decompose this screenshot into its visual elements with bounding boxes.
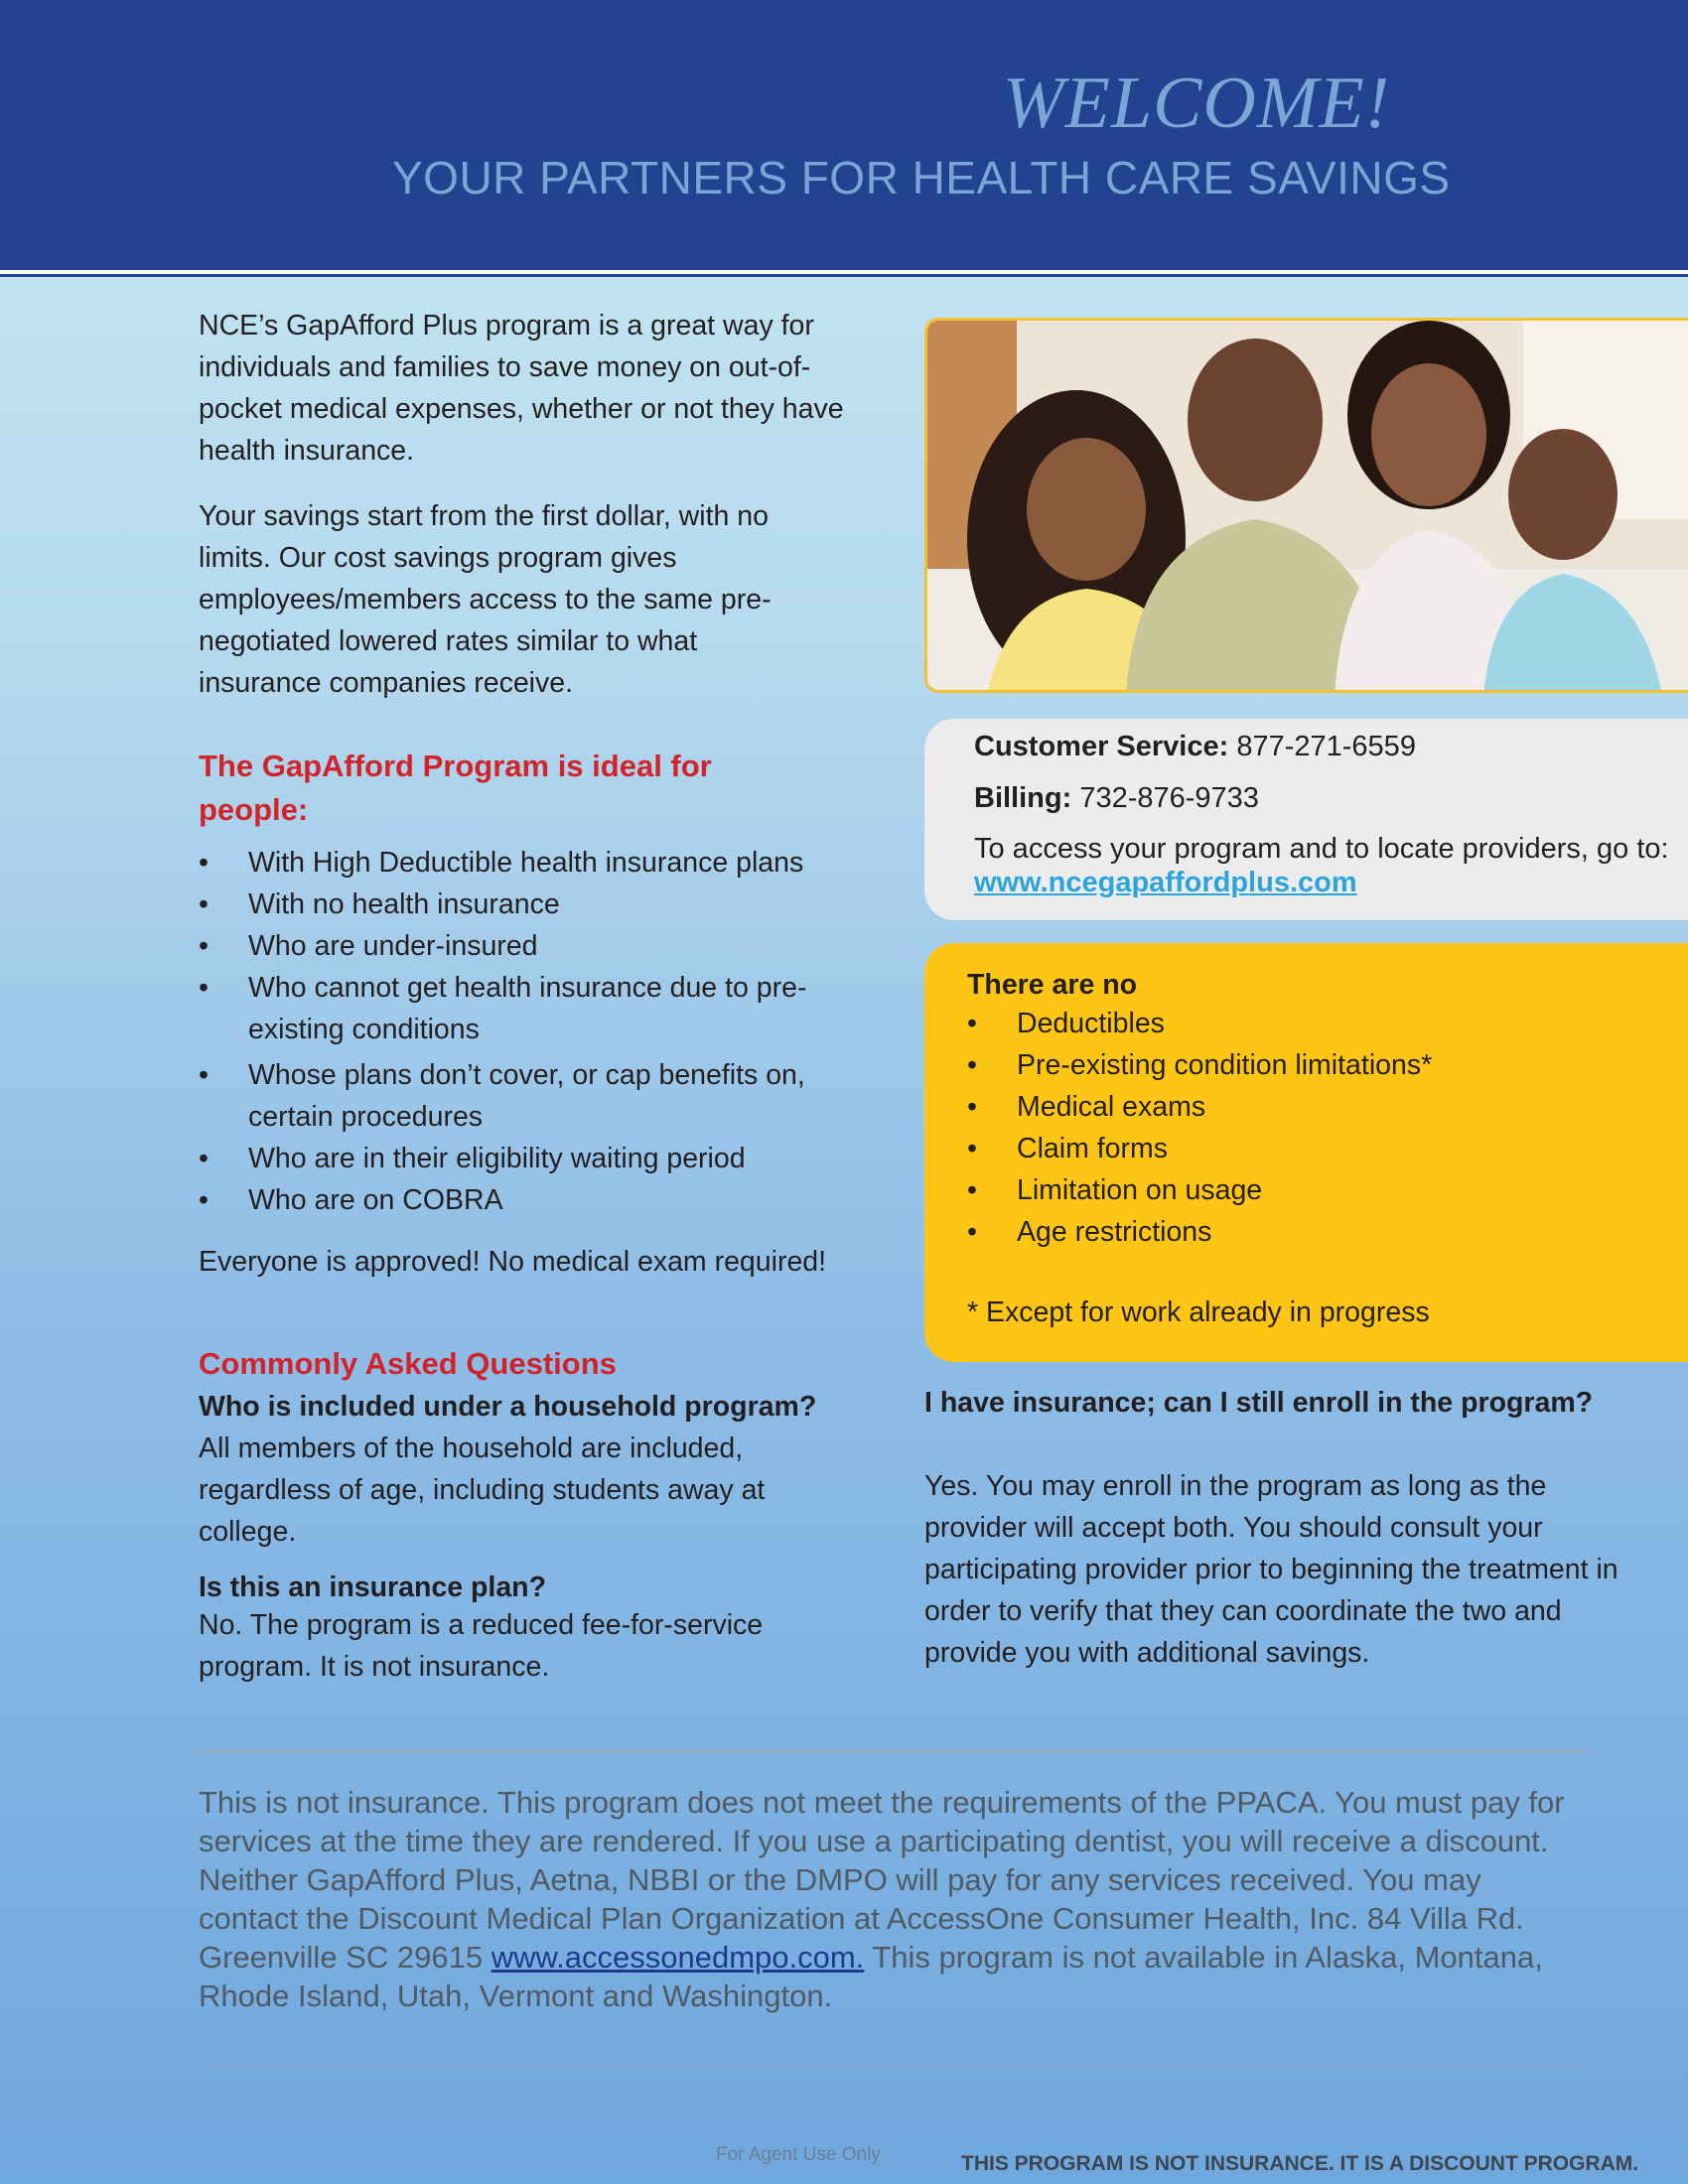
no-restrictions-box	[924, 943, 1688, 1362]
list-item: • With High Deductible health insurance plans	[199, 842, 894, 884]
not-insurance-notice: THIS PROGRAM IS NOT INSURANCE. IT IS A DISCOUNT PROGRAM.	[961, 2152, 1639, 2175]
list-item: • Who are on COBRA	[199, 1179, 894, 1221]
faq-question-household: Who is included under a household program?	[199, 1391, 817, 1423]
list-item: • Who are under-insured	[199, 925, 894, 967]
billing-label: Billing:	[974, 782, 1072, 814]
customer-service-line	[974, 731, 1416, 763]
list-item: • Deductibles	[967, 1003, 1432, 1044]
customer-service-phone: 877-271-6559	[1236, 731, 1416, 762]
billing-phone: 732-876-9733	[1079, 782, 1259, 814]
disclaimer-text: This is not insurance. This program does not meet the requirements of the PPACA. You must pay for services at the time they are rendered. If you use a participating dentist, you will receive a discount. Neither GapAfford Plus, Aetna, NBBI or the DMPO will pay for any services received. You may contact the Discount Medical Plan Organization at AccessOne Consumer Health, Inc. 84 Villa Rd. Greenville SC 29615	[199, 1785, 1565, 1975]
faq-question-enroll: I have insurance; can I still enroll in the program?	[924, 1387, 1594, 1419]
no-restrictions-list	[967, 1003, 1432, 1253]
divider-bottom	[199, 2067, 1589, 2068]
list-item: • Claim forms	[967, 1128, 1432, 1169]
access-line	[974, 832, 1669, 899]
divider-top	[199, 1750, 1589, 1752]
tagline: YOUR PARTNERS FOR HEALTH CARE SAVINGS	[392, 152, 1451, 204]
approved-statement: Everyone is approved! No medical exam required!	[199, 1246, 827, 1278]
billing-line	[974, 782, 1259, 815]
ideal-list	[199, 842, 894, 1221]
intro-paragraph-1: NCE’s GapAfford Plus program is a great way for individuals and families to save money on out-of-pocket medical expenses, whether or not they have health insurance.	[199, 310, 844, 467]
list-item: • Medical exams	[967, 1086, 1432, 1128]
list-item: • Age restrictions	[967, 1211, 1432, 1253]
faq-answer-household: All members of the household are included, regardless of age, including students away at college.	[199, 1433, 766, 1548]
ideal-heading: The GapAfford Program is ideal for people:	[199, 749, 712, 827]
customer-service-label: Customer Service:	[974, 731, 1229, 762]
welcome-heading: WELCOME!	[1003, 63, 1391, 144]
disclaimer-text-end: This program is not available in Alaska, Montana, Rhode Island, Utah, Vermont and Washington.	[199, 1940, 1543, 2013]
list-item: • Limitation on usage	[967, 1169, 1432, 1211]
intro-paragraph-2: Your savings start from the first dollar, with no limits. Our cost savings program gives employees/members access to the same pre-negotiated lowered rates similar to what insurance companies receive.	[199, 500, 772, 699]
list-item: • Who are in their eligibility waiting period	[199, 1138, 894, 1179]
list-item: • Pre-existing condition limitations*	[967, 1044, 1432, 1086]
list-item: • Whose plans don’t cover, or cap benefits on, certain procedures	[199, 1054, 894, 1138]
no-restrictions-footnote: * Except for work already in progress	[967, 1297, 1430, 1328]
list-item: • With no health insurance	[199, 884, 894, 925]
list-item: • Who cannot get health insurance due to pre-existing conditions	[199, 967, 894, 1050]
no-restrictions-title: There are no	[967, 969, 1138, 1001]
family-photo-illustration	[927, 321, 1688, 693]
header-banner	[0, 0, 1688, 270]
disclaimer	[199, 1783, 1589, 2015]
faq-answer-enroll: Yes. You may enroll in the program as long as the provider will accept both. You should consult your participating provider prior to beginning the treatment in order to verify that they can coordinate the two and provide you with additional savings.	[924, 1470, 1618, 1669]
faq-question-insurance-plan: Is this an insurance plan?	[199, 1571, 547, 1603]
agent-use-note: For Agent Use Only	[716, 2144, 881, 2165]
accessone-link[interactable]: www.accessonedmpo.com.	[491, 1940, 865, 1975]
family-photo	[924, 318, 1688, 693]
contact-box	[924, 719, 1688, 920]
access-text: To access your program and to locate providers, go to:	[974, 833, 1669, 865]
header-divider-thin	[0, 274, 1688, 277]
program-website-link[interactable]: www.ncegapaffordplus.com	[974, 867, 1357, 898]
faq-answer-insurance-plan: No. The program is a reduced fee-for-service program. It is not insurance.	[199, 1609, 764, 1683]
faq-heading: Commonly Asked Questions	[199, 1346, 617, 1381]
